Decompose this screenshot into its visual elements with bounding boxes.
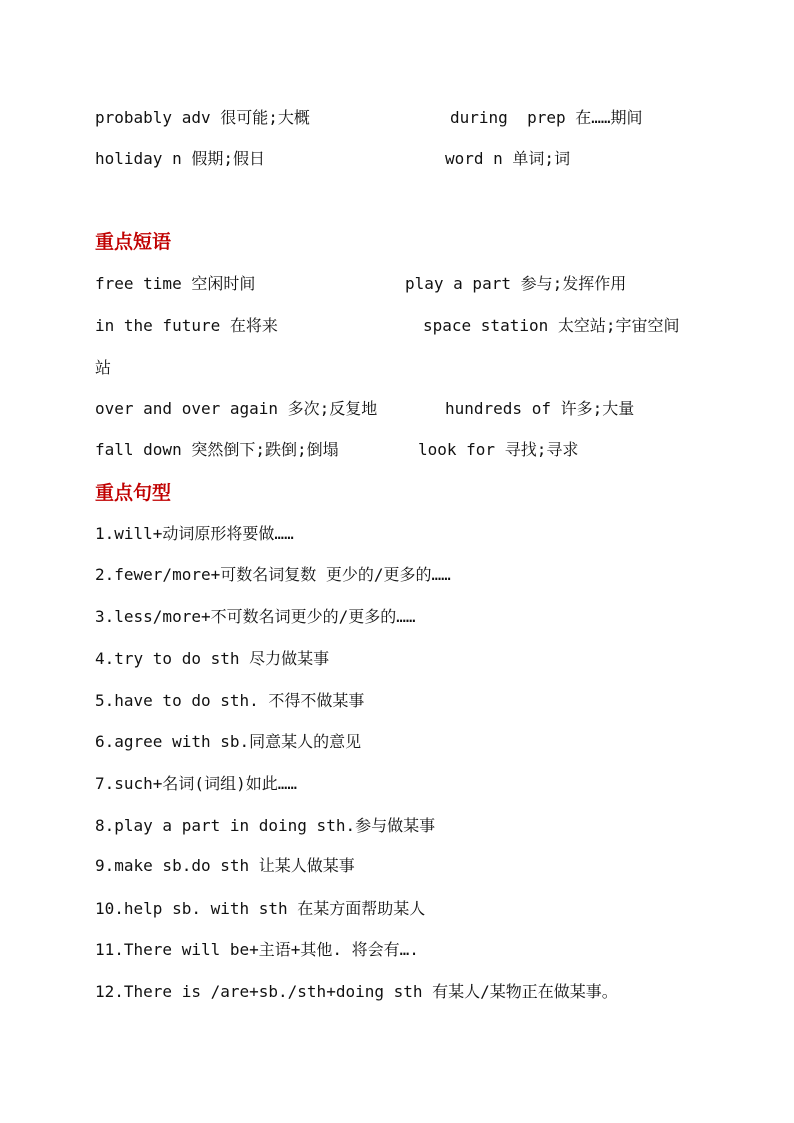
phrase-row-1-left: free time 空闲时间 bbox=[95, 274, 256, 293]
sentence-7: 7.such+名词(词组)如此…… bbox=[95, 774, 297, 793]
phrase-row-4-right: hundreds of 许多;大量 bbox=[445, 399, 635, 418]
sentence-3: 3.less/more+不可数名词更少的/更多的…… bbox=[95, 607, 416, 626]
phrase-row-1-right: play a part 参与;发挥作用 bbox=[405, 274, 627, 293]
vocab-row-2-left: holiday n 假期;假日 bbox=[95, 149, 265, 168]
phrase-row-5-right: look for 寻找;寻求 bbox=[418, 440, 579, 459]
sentence-6: 6.agree with sb.同意某人的意见 bbox=[95, 732, 362, 751]
sentence-5: 5.have to do sth. 不得不做某事 bbox=[95, 691, 365, 710]
vocab-row-2-right: word n 单词;词 bbox=[445, 149, 571, 168]
sentence-1: 1.will+动词原形将要做…… bbox=[95, 524, 294, 543]
sentence-2: 2.fewer/more+可数名词复数 更少的/更多的…… bbox=[95, 565, 451, 584]
sentence-12: 12.There is /are+sb./sth+doing sth 有某人/某物正在做某事。 bbox=[95, 982, 618, 1001]
heading-key-sentences: 重点句型 bbox=[95, 482, 172, 504]
sentence-10: 10.help sb. with sth 在某方面帮助某人 bbox=[95, 899, 426, 918]
heading-key-phrases: 重点短语 bbox=[95, 231, 172, 253]
vocab-row-1-left: probably adv 很可能;大概 bbox=[95, 108, 310, 127]
phrase-row-2-right: space station 太空站;宇宙空间 bbox=[423, 316, 680, 335]
phrase-row-2-left: in the future 在将来 bbox=[95, 316, 278, 335]
sentence-8: 8.play a part in doing sth.参与做某事 bbox=[95, 816, 436, 835]
phrase-row-3-wrap: 站 bbox=[95, 358, 112, 377]
phrase-row-5-left: fall down 突然倒下;跌倒;倒塌 bbox=[95, 440, 339, 459]
sentence-4: 4.try to do sth 尽力做某事 bbox=[95, 649, 330, 668]
vocab-row-1-right: during prep 在……期间 bbox=[450, 108, 643, 127]
phrase-row-4-left: over and over again 多次;反复地 bbox=[95, 399, 378, 418]
sentence-11: 11.There will be+主语+其他. 将会有…. bbox=[95, 940, 419, 959]
sentence-9: 9.make sb.do sth 让某人做某事 bbox=[95, 856, 355, 875]
